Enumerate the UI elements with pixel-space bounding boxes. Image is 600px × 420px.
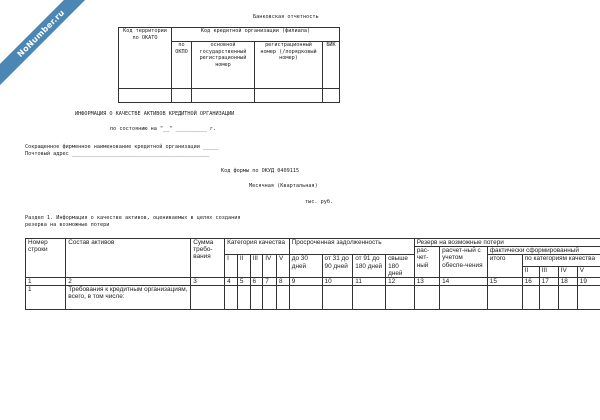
col-num: 9	[289, 278, 322, 286]
col-num: 8	[277, 278, 290, 286]
date-line: по состоянию на "__" __________ г.	[110, 126, 217, 132]
col-num: 4	[225, 278, 238, 286]
hdr-d180: свыше 180 дней	[386, 255, 415, 278]
col-num: 13	[414, 278, 439, 286]
row1-assets: Требования к кредитным организациям, всего, в том числе:	[66, 286, 191, 310]
hdr-reserve: Резерв на возможные потери	[414, 239, 600, 247]
hdr-q3: III	[250, 255, 263, 278]
ogrn-cell: основной государственный регистрационный номер	[192, 42, 255, 89]
reg-num-cell: регистрационный номер (/порядковый номер)	[255, 42, 323, 89]
territory-value	[119, 89, 172, 103]
hdr-c2: II	[522, 266, 539, 277]
col-num: 3	[191, 278, 225, 286]
hdr-actual: фактически сформированный	[487, 247, 600, 255]
col-num: 2	[66, 278, 191, 286]
col-num: 17	[539, 278, 558, 286]
form-code: Код формы по ОКУД 0409115	[221, 168, 300, 174]
watermark-ribbon: NoNumber.ru	[0, 0, 99, 92]
bik-value	[323, 89, 340, 103]
territory-cell: Код территории по ОКАТО	[119, 28, 172, 89]
hdr-d31-90: от 31 до 90 дней	[322, 255, 353, 278]
column-number-row	[26, 278, 600, 286]
col-num: 15	[487, 278, 522, 286]
hdr-by-category: по категориям качества	[522, 255, 600, 266]
col-num: 6	[250, 278, 263, 286]
hdr-q4: IV	[263, 255, 277, 278]
credit-org-header: Код кредитной организации (филиала)	[172, 28, 340, 42]
table-row	[26, 286, 600, 310]
hdr-c4: IV	[558, 266, 577, 277]
okpo-value	[172, 89, 192, 103]
col-num: 14	[440, 278, 488, 286]
firm-name-line: Сокращенное фирменное наименование кредитной организации _____	[25, 144, 219, 150]
units-line: тыс. руб.	[305, 199, 334, 205]
col-num: 1	[26, 278, 66, 286]
doc-title: ИНФОРМАЦИЯ О КАЧЕСТВЕ АКТИВОВ КРЕДИТНОЙ ОРГАНИЗАЦИИ	[75, 111, 235, 117]
hdr-assets: Состав активов	[66, 239, 191, 278]
assets-quality-table	[25, 238, 600, 310]
row1-number: 1	[26, 286, 66, 310]
okpo-cell: по ОКПО	[172, 42, 192, 89]
header-bank-reporting: Банковская отчетность	[253, 14, 319, 20]
col-num: 18	[558, 278, 577, 286]
hdr-q5: V	[277, 255, 290, 278]
hdr-sum: Сумма требо-вания	[191, 239, 225, 278]
postal-address-line: Почтовый адрес ____________________________________________	[25, 151, 210, 157]
period-line: Месячная (Квартальная)	[249, 183, 318, 189]
col-num: 5	[237, 278, 250, 286]
top-codes-table	[118, 27, 340, 103]
bik-cell: БИК	[323, 42, 340, 89]
hdr-total: итого	[487, 255, 522, 278]
hdr-d30: до 30 дней	[289, 255, 322, 278]
hdr-row-number: Номер строки	[26, 239, 66, 278]
col-num: 7	[263, 278, 277, 286]
hdr-quality: Категория качества	[225, 239, 290, 255]
hdr-d91-180: от 91 до 180 дней	[353, 255, 386, 278]
col-num: 11	[353, 278, 386, 286]
section-title-2: резерва на возможные потери	[25, 222, 110, 228]
ogrn-value	[192, 89, 255, 103]
col-num: 12	[386, 278, 415, 286]
hdr-calc-security: расчет-ный с учетом обеспе-чения	[440, 247, 488, 278]
hdr-calc: рас-чет-ный	[414, 247, 439, 278]
hdr-c3: III	[539, 266, 558, 277]
hdr-q2: II	[237, 255, 250, 278]
hdr-overdue: Просроченная задолженность	[289, 239, 414, 255]
section-title-1: Раздел 1. Информация о качестве активов, оцениваемых в целях создания	[25, 215, 241, 221]
col-num: 10	[322, 278, 353, 286]
hdr-c5: V	[577, 266, 600, 277]
col-num: 19	[577, 278, 600, 286]
hdr-q1: I	[225, 255, 238, 278]
reg-num-value	[255, 89, 323, 103]
col-num: 16	[522, 278, 539, 286]
